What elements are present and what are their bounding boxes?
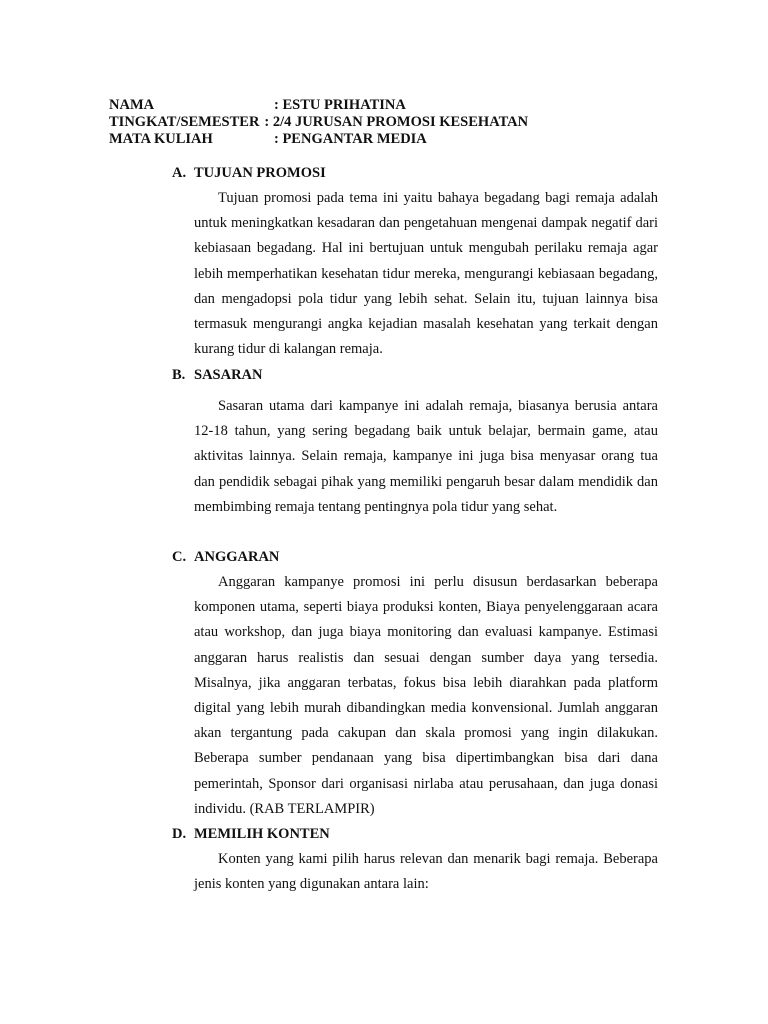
section-memilih-konten — [172, 826, 658, 897]
section-letter: A. — [172, 165, 187, 181]
level-semester-label: TINGKAT/SEMESTER — [109, 114, 260, 130]
section-anggaran — [172, 549, 658, 822]
student-name-row — [109, 97, 528, 114]
section-title: ANGGARAN — [194, 549, 280, 565]
course-value: : PENGANTAR MEDIA — [274, 131, 427, 147]
section-heading — [172, 826, 658, 843]
section-title: MEMILIH KONTEN — [194, 826, 330, 842]
course-row — [109, 131, 528, 148]
section-letter: B. — [172, 367, 186, 383]
student-info-header — [109, 97, 528, 148]
name-value: : ESTU PRIHATINA — [274, 97, 406, 113]
section-paragraph: Tujuan promosi pada tema ini yaitu bahaya begadang bagi remaja adalah untuk meningkatkan kesadaran dan pengetahuan mengenai dampak negatif dari kebiasaan begadang. Hal ini bertujuan untuk mengubah perilaku remaja agar lebih memperhatikan kesehatan tidur mereka, mengurangi kebiasaan begadang, dan mengadopsi pola tidur yang lebih sehat. Selain itu, tujuan lainnya bisa termasuk mengurangi angka kejadian masalah kesehatan yang terkait dengan kurang tidur di kalangan remaja. — [194, 190, 658, 358]
section-heading — [172, 549, 658, 566]
section-paragraph: Konten yang kami pilih harus relevan dan menarik bagi remaja. Beberapa jenis konten yang digunakan antara lain: — [194, 851, 658, 893]
level-semester-row — [109, 114, 528, 131]
section-heading — [172, 367, 658, 384]
section-letter: D. — [172, 826, 187, 842]
section-paragraph: Sasaran utama dari kampanye ini adalah remaja, biasanya berusia antara 12-18 tahun, yang sering begadang baik untuk belajar, bermain game, atau aktivitas lainnya. Selain remaja, kampanye ini juga bisa menyasar orang tua dan pendidik sebagai pihak yang memiliki pengaruh besar dalam mendidik dan membimbing remaja tentang pentingnya pola tidur yang sehat. — [194, 398, 658, 515]
level-semester-value: : 2/4 JURUSAN PROMOSI KESEHATAN — [264, 114, 529, 130]
section-sasaran — [172, 367, 658, 520]
section-title: SASARAN — [194, 367, 263, 383]
section-paragraph: Anggaran kampanye promosi ini perlu disusun berdasarkan beberapa komponen utama, seperti biaya produksi konten, Biaya penyelenggaraan acara atau workshop, dan juga biaya monitoring dan evaluasi kampanye. Estimasi anggaran harus realistis dan sesuai dengan sumber daya yang tersedia. Misalnya, jika anggaran terbatas, fokus bisa lebih diarahkan pada platform digital yang lebih murah dibandingkan media konvensional. Jumlah anggaran akan tergantung pada cakupan dan skala promosi yang ingin dilakukan. Beberapa sumber pendanaan yang bisa dipertimbangkan bisa dari dana pemerintah, Sponsor dari organisasi nirlaba atau perusahaan, dan juga donasi individu. (RAB TERLAMPIR) — [194, 574, 658, 817]
section-tujuan-promosi — [172, 165, 658, 362]
section-letter: C. — [172, 549, 187, 565]
section-title: TUJUAN PROMOSI — [194, 165, 326, 181]
name-label: NAMA — [109, 97, 155, 113]
section-heading — [172, 165, 658, 182]
course-label: MATA KULIAH — [109, 131, 213, 147]
